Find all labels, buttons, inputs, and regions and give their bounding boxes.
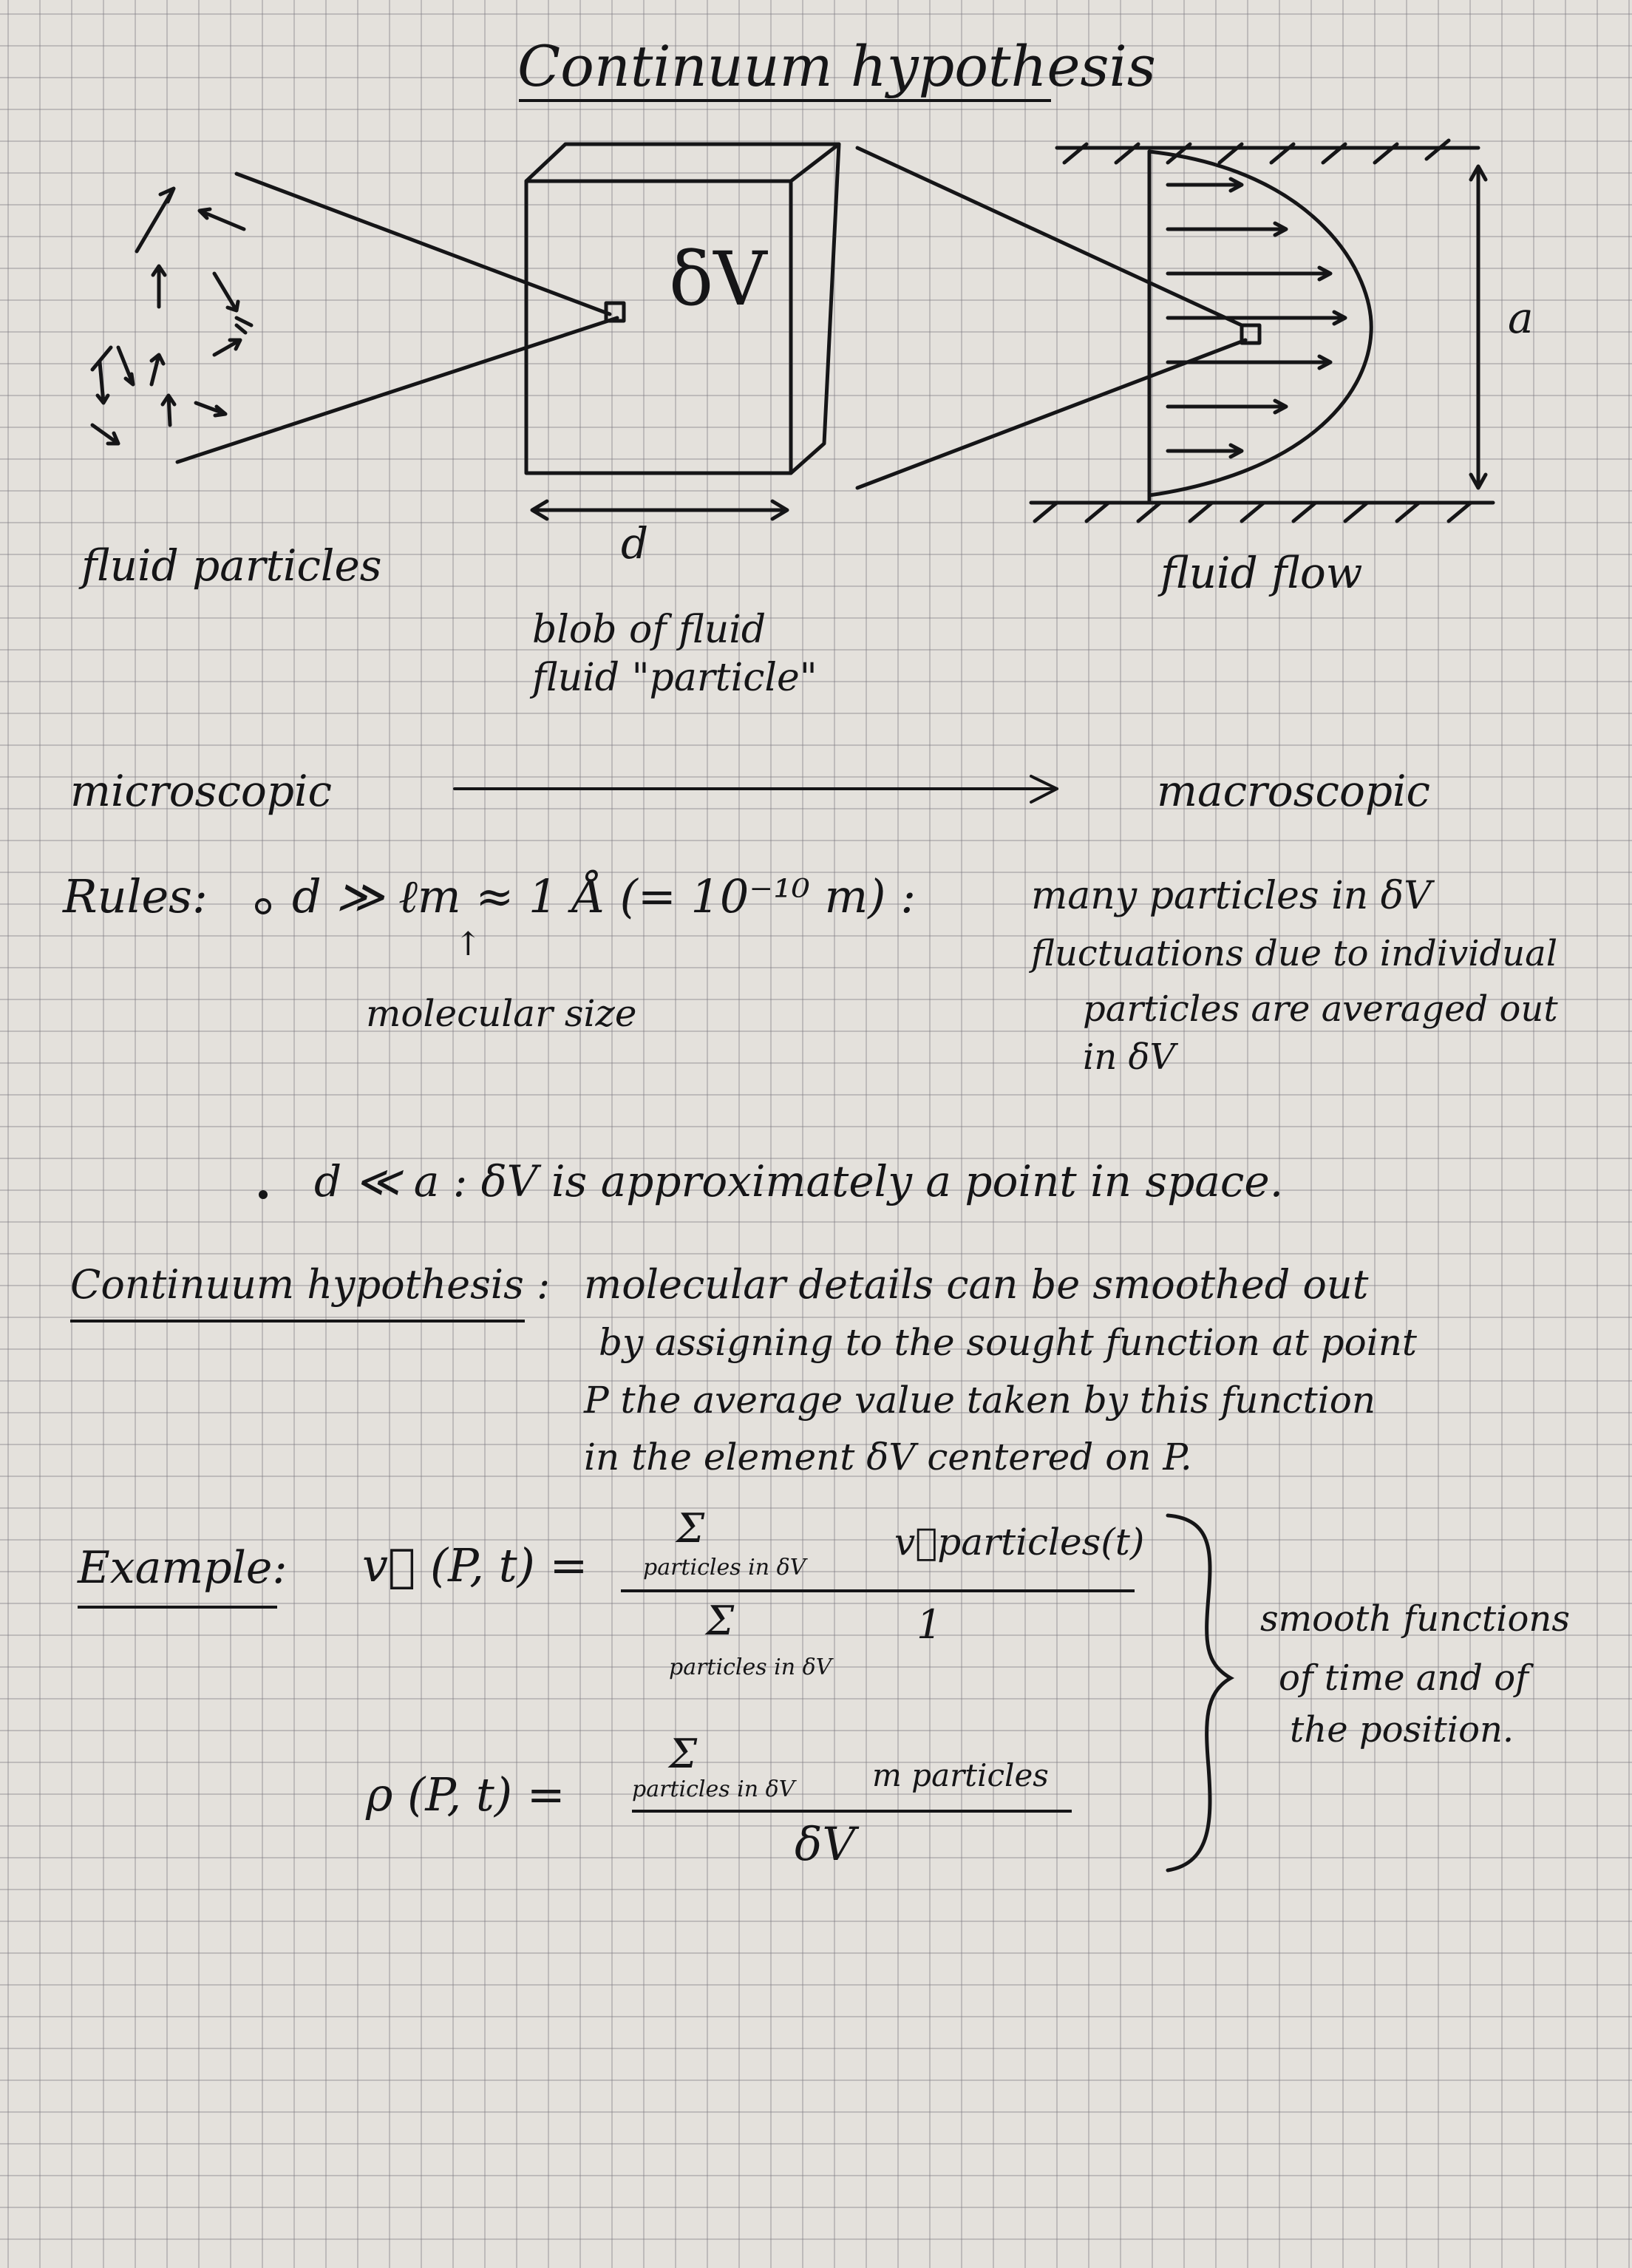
scale-arrow xyxy=(451,773,1072,809)
hypothesis-line-1: molecular details can be smoothed out xyxy=(584,1261,1369,1308)
rule-bullet-1 xyxy=(255,898,271,914)
velocity-num-term: v⃗particles(t) xyxy=(894,1521,1145,1564)
rule-1: d ≫ ℓm ≈ 1 Å (= 10⁻¹⁰ m) : xyxy=(292,869,917,923)
example-heading: Example: xyxy=(78,1542,288,1594)
particle-arrows xyxy=(92,189,251,444)
rule-2: d ≪ a : δV is approximately a point in space. xyxy=(314,1156,1284,1206)
flow-dimension-label: a xyxy=(1508,293,1534,343)
brace-note-2: of time and of xyxy=(1279,1657,1529,1699)
velocity-den-under: particles in δV xyxy=(669,1654,832,1680)
microscopic-label: microscopic xyxy=(70,766,333,816)
brace-note-3: the position. xyxy=(1290,1709,1514,1751)
hypothesis-line-2: by assigning to the sought function at point xyxy=(599,1321,1417,1364)
molecular-size-note: molecular size xyxy=(366,992,637,1035)
hypothesis-heading-underline xyxy=(70,1320,525,1323)
blob-label: blob of fluid xyxy=(532,608,766,652)
velocity-fraction-bar xyxy=(621,1589,1135,1592)
velocity-den-sum: Σ xyxy=(706,1598,735,1644)
density-num-under: particles in δV xyxy=(632,1776,795,1802)
density-num-sum: Σ xyxy=(669,1731,698,1777)
rule-1-expl-4: in δV xyxy=(1083,1036,1176,1078)
fluid-particle-label: fluid "particle" xyxy=(532,656,817,700)
fluid-flow-label: fluid flow xyxy=(1160,548,1363,598)
zoom-line-upper xyxy=(237,174,610,314)
rule-1-pointer: ↑ xyxy=(455,926,482,963)
example-heading-underline xyxy=(78,1606,277,1609)
hypothesis-line-4: in the element δV centered on P. xyxy=(584,1436,1192,1478)
density-lhs: ρ (P, t) = xyxy=(366,1768,565,1821)
velocity-num-under: particles in δV xyxy=(643,1555,806,1581)
zoom-line-lower xyxy=(177,318,617,462)
macroscopic-label: macroscopic xyxy=(1157,766,1431,816)
velocity-lhs: v⃗ (P, t) = xyxy=(362,1538,588,1592)
box-dimension-label: d xyxy=(621,518,649,568)
fluid-particles-label: fluid particles xyxy=(81,540,382,591)
hypothesis-heading: Continuum hypothesis : xyxy=(70,1261,551,1308)
right-brace xyxy=(1160,1508,1242,1878)
zoom-line-flow-upper xyxy=(857,148,1242,325)
flow-channel xyxy=(1031,140,1493,521)
rule-bullet-2 xyxy=(259,1190,268,1199)
hypothesis-line-3: P the average value taken by this function xyxy=(584,1379,1376,1422)
velocity-num-sum: Σ xyxy=(676,1505,705,1552)
velocity-den-term: 1 xyxy=(917,1601,942,1648)
density-fraction-bar xyxy=(632,1810,1072,1813)
rule-1-expl-1: many particles in δV xyxy=(1031,874,1432,918)
brace-note-1: smooth functions xyxy=(1260,1598,1570,1640)
page-title: Continuum hypothesis xyxy=(517,33,1156,99)
rule-1-expl-2: fluctuations due to individual xyxy=(1031,933,1558,974)
rules-heading: Rules: xyxy=(63,869,208,923)
continuum-sketch xyxy=(0,0,1632,591)
box-label: δV xyxy=(669,236,767,322)
density-num-term: m particles xyxy=(872,1757,1049,1793)
rule-1-expl-3: particles are averaged out xyxy=(1083,988,1558,1030)
density-den: δV xyxy=(795,1817,856,1871)
